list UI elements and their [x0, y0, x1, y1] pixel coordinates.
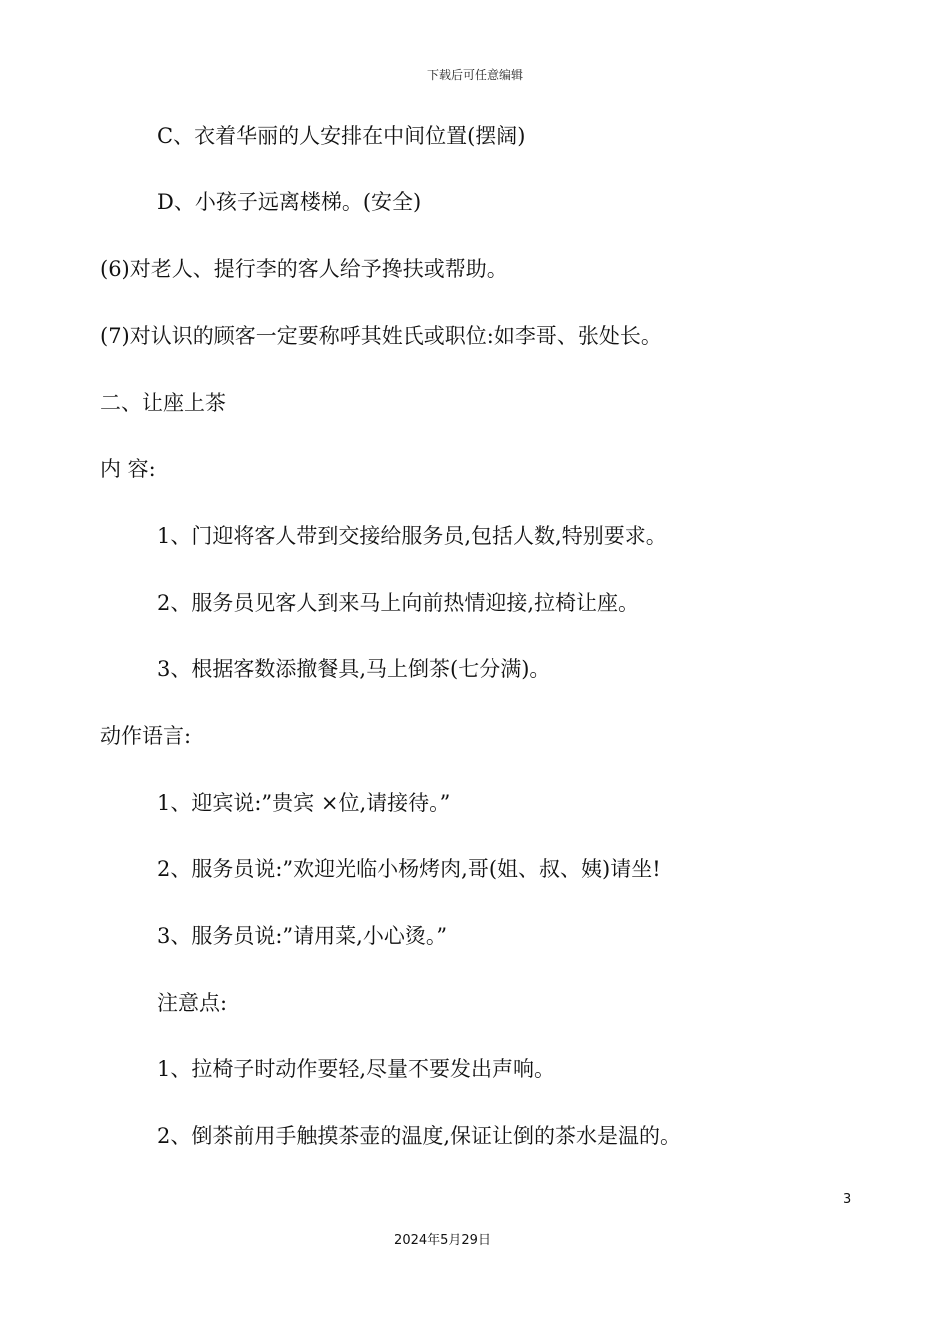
list-item: 2、倒茶前用手触摸茶壶的温度,保证让倒的茶水是温的。 — [157, 1124, 682, 1148]
list-item: 2、服务员见客人到来马上向前热情迎接,拉椅让座。 — [157, 591, 640, 615]
list-item: 1、门迎将客人带到交接给服务员,包括人数,特别要求。 — [157, 524, 667, 548]
list-item: 1、拉椅子时动作要轻,尽量不要发出声响。 — [157, 1057, 556, 1081]
footer-date: 2024年5月29日 — [394, 1233, 491, 1248]
subheading: 注意点: — [157, 991, 228, 1015]
text-line: (6)对老人、提行李的客人给予搀扶或帮助。 — [100, 257, 508, 281]
page-header: 下载后可任意编辑 — [426, 68, 523, 82]
list-item: 3、根据客数添撤餐具,马上倒茶(七分满)。 — [157, 657, 551, 681]
subheading: 内 容: — [100, 457, 156, 481]
text-line: C、衣着华丽的人安排在中间位置(摆阔) — [157, 124, 526, 148]
text-line: (7)对认识的顾客一定要称呼其姓氏或职位:如李哥、张处长。 — [100, 324, 662, 348]
subheading: 动作语言: — [100, 724, 192, 748]
page-number: 3 — [843, 1192, 852, 1207]
list-item: 3、服务员说:”请用菜,小心烫。” — [157, 924, 448, 948]
section-heading: 二、让座上茶 — [100, 391, 226, 415]
list-item: 1、迎宾说:”贵宾 ×位,请接待。” — [157, 791, 451, 815]
list-item: 2、服务员说:”欢迎光临小杨烤肉,哥(姐、叔、姨)请坐! — [157, 857, 661, 881]
text-line: D、小孩子远离楼梯。(安全) — [157, 190, 422, 214]
